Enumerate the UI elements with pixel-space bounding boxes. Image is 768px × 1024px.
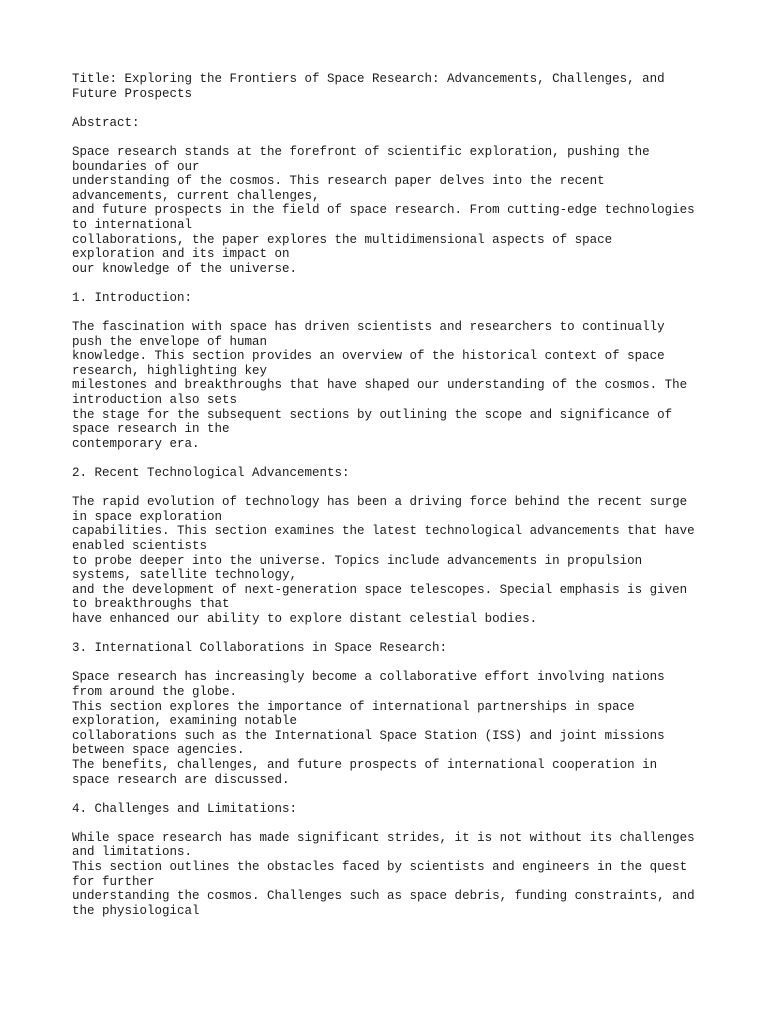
text-line	[72, 306, 712, 321]
text-line: The fascination with space has driven scientists and researchers to continually	[72, 320, 665, 335]
text-line: Space research stands at the forefront of scientific exploration, pushing the	[72, 144, 650, 159]
text-line: The benefits, challenges, and future prospects of international cooperation in	[72, 757, 658, 772]
text-line: Title: Exploring the Frontiers of Space Research: Advancements, Challenges, and	[72, 72, 665, 86]
text-line	[72, 101, 712, 116]
text-line: enabled scientists	[72, 539, 208, 553]
text-line: While space research has made significant strides, it is not without its challenges	[72, 830, 695, 845]
text-line: space research in the	[72, 422, 230, 437]
text-line: capabilities. This section examines the latest technological advancements that have	[72, 524, 695, 539]
text-line: milestones and breakthroughs that have shaped our understanding of the cosmos. The	[72, 378, 688, 393]
text-line: and the development of next-generation space telescopes. Special emphasis is given	[72, 582, 688, 597]
text-line: research, highlighting key	[72, 363, 268, 378]
text-line: 1. Introduction:	[72, 290, 193, 305]
text-line: understanding of the cosmos. This research paper delves into the recent	[72, 174, 605, 189]
text-line: 2. Recent Technological Advancements:	[72, 466, 350, 481]
text-line: knowledge. This section provides an overview of the historical context of space	[72, 349, 665, 364]
text-line	[72, 627, 712, 642]
text-line: contemporary era.	[72, 436, 200, 451]
text-line: Abstract:	[72, 115, 140, 130]
text-line: our knowledge of the universe.	[72, 261, 298, 276]
text-line: the physiological	[72, 903, 200, 918]
text-line: advancements, current challenges,	[72, 188, 320, 203]
text-line: Future Prospects	[72, 86, 193, 101]
text-line	[72, 656, 712, 671]
text-line	[72, 130, 712, 145]
text-line: the stage for the subsequent sections by outlining the scope and significance of	[72, 407, 673, 422]
text-line: Space research has increasingly become a collaborative effort involving nations	[72, 670, 665, 685]
text-line	[72, 816, 712, 831]
text-line: exploration and its impact on	[72, 247, 290, 262]
text-line: boundaries of our	[72, 159, 200, 174]
text-line: from around the globe.	[72, 684, 238, 699]
text-line: have enhanced our ability to explore distant celestial bodies.	[72, 611, 538, 626]
text-line: introduction also sets	[72, 393, 238, 408]
text-line	[72, 451, 712, 466]
text-line	[72, 276, 712, 291]
text-line: systems, satellite technology,	[72, 568, 298, 583]
text-line: and limitations.	[72, 845, 193, 860]
text-line: space research are discussed.	[72, 772, 290, 787]
text-line	[72, 787, 712, 802]
text-line: between space agencies.	[72, 743, 245, 758]
text-line: collaborations such as the International Space Station (ISS) and joint missions	[72, 728, 665, 743]
text-line: The rapid evolution of technology has been a driving force behind the recent surge	[72, 495, 688, 510]
text-line	[72, 481, 712, 496]
text-line: exploration, examining notable	[72, 714, 298, 729]
text-line: for further	[72, 874, 155, 889]
text-line: to international	[72, 217, 193, 232]
text-line: 3. International Collaborations in Space Research:	[72, 641, 448, 656]
text-line: 4. Challenges and Limitations:	[72, 801, 298, 816]
text-line: and future prospects in the field of space research. From cutting-edge technologies	[72, 203, 695, 218]
text-line: collaborations, the paper explores the multidimensional aspects of space	[72, 232, 613, 247]
text-line: to breakthroughs that	[72, 597, 230, 612]
text-line: push the envelope of human	[72, 334, 268, 349]
document-text	[72, 72, 712, 918]
text-line: This section explores the importance of international partnerships in space	[72, 699, 635, 714]
text-line: understanding the cosmos. Challenges such as space debris, funding constraints, and	[72, 889, 695, 904]
text-line: to probe deeper into the universe. Topics include advancements in propulsion	[72, 553, 643, 568]
text-line: in space exploration	[72, 509, 223, 524]
text-line: This section outlines the obstacles faced by scientists and engineers in the quest	[72, 860, 688, 875]
